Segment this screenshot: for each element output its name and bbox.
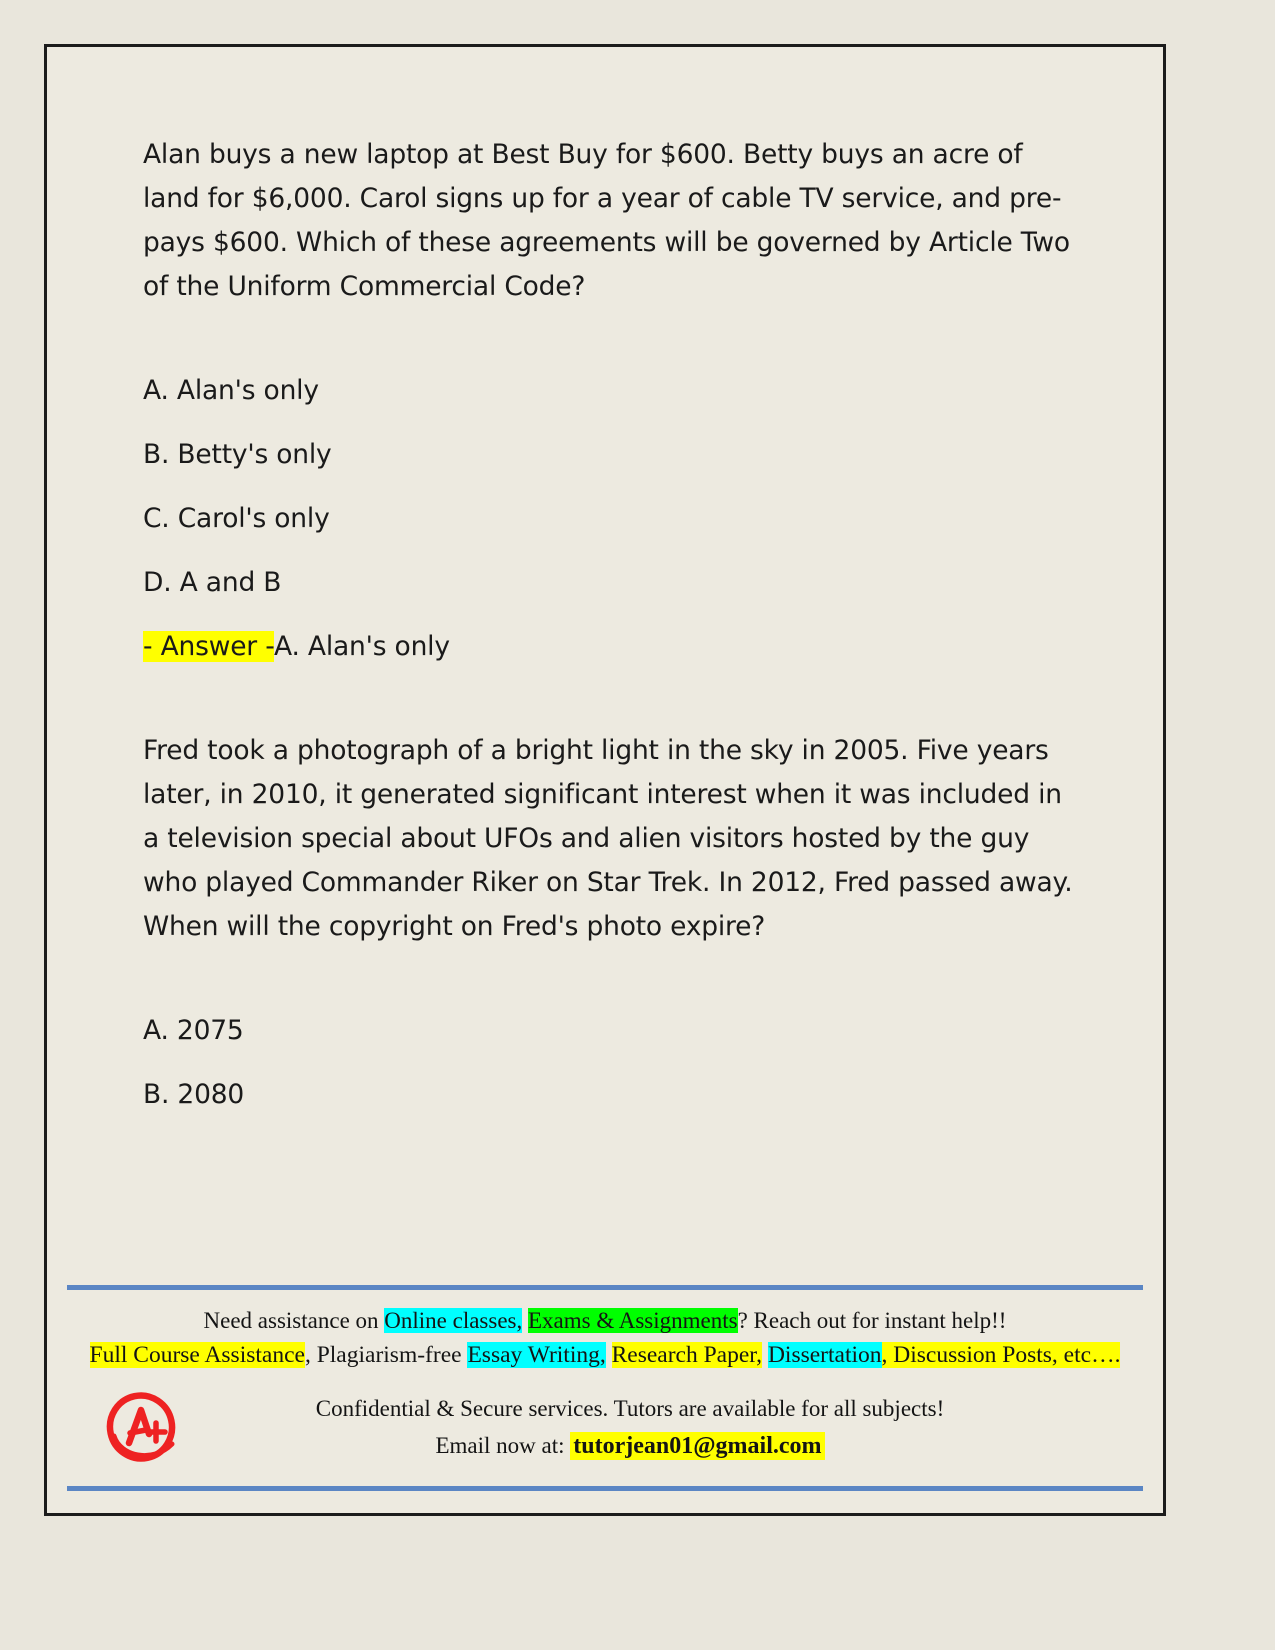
footer-l2-research-paper: Research Paper, <box>611 1342 763 1368</box>
question-2-prompt-part2: When will the copyright on Fred's photo expire? <box>143 911 766 942</box>
footer-l2-seg4 <box>606 1342 612 1368</box>
spacer <box>143 949 1109 1011</box>
footer-l1-online-classes: Online classes, <box>384 1308 523 1333</box>
answer-value: A. Alan's only <box>274 631 450 662</box>
email-address-link[interactable]: tutorjean01@gmail.com <box>570 1432 824 1460</box>
question-2-option-b[interactable]: B. 2080 <box>143 1079 245 1110</box>
question-2-prompt-part1: Fred took a photograph of a bright light in the sky in 2005. Five years later, in 2010, it generated significant interest when it was included in a television special about UFOs and alien visitors hosted by the guy who played Commander Riker on Star Trek. In 2012, Fred passed away. <box>143 735 1073 898</box>
footer-l2-discussion-posts: , Discussion Posts, etc…. <box>881 1342 1121 1368</box>
footer-l2-seg2: , Plagiarism-free <box>304 1342 468 1368</box>
question-1-option-a[interactable]: A. Alan's only <box>143 375 319 406</box>
footer-line-2 <box>67 1338 1143 1372</box>
footer-divider-bottom <box>67 1486 1143 1491</box>
a-plus-logo <box>67 1386 217 1470</box>
spacer <box>143 667 1109 729</box>
footer-l2-dissertation: Dissertation <box>767 1342 882 1368</box>
question-1-prompt: Alan buys a new laptop at Best Buy for $600. Betty buys an acre of land for $6,000. Carol signs up for a year of cable TV service, and pre-pays $600. Which of these agreements will be governed by Article Two of the Uniform Commercial Code? <box>143 139 1070 302</box>
footer-line-1 <box>67 1304 1143 1338</box>
email-prefix-label: Email now at: <box>435 1433 565 1458</box>
question-1-option-d[interactable]: D. A and B <box>143 567 282 598</box>
a-plus-grade-icon <box>100 1386 184 1470</box>
question-1-option-c[interactable]: C. Carol's only <box>143 503 330 534</box>
question-2-option-a[interactable]: A. 2075 <box>143 1015 244 1046</box>
footer-l1-seg1: Need assistance on <box>203 1308 385 1333</box>
promo-footer <box>67 1285 1143 1491</box>
footer-divider-top <box>67 1285 1143 1290</box>
footer-contact-block <box>217 1391 1143 1465</box>
footer-l1-exams-assignments: Exams & Assignments <box>528 1308 738 1333</box>
question-1-option-b[interactable]: B. Betty's only <box>143 439 332 470</box>
footer-lower-row <box>67 1386 1143 1470</box>
footer-l2-full-course-assistance: Full Course Assistance <box>89 1342 305 1368</box>
footer-l1-seg5: ? Reach out for instant help!! <box>737 1308 1007 1333</box>
spacer <box>143 309 1109 371</box>
document-page <box>44 44 1166 1516</box>
footer-email-row <box>217 1427 1043 1465</box>
footer-l2-essay-writing: Essay Writing, <box>467 1342 606 1368</box>
footer-confidential-text: Confidential & Secure services. Tutors are available for all subjects! <box>315 1396 945 1421</box>
question-1-answer <box>143 627 1109 667</box>
answer-label-highlight: - Answer - <box>143 631 274 662</box>
